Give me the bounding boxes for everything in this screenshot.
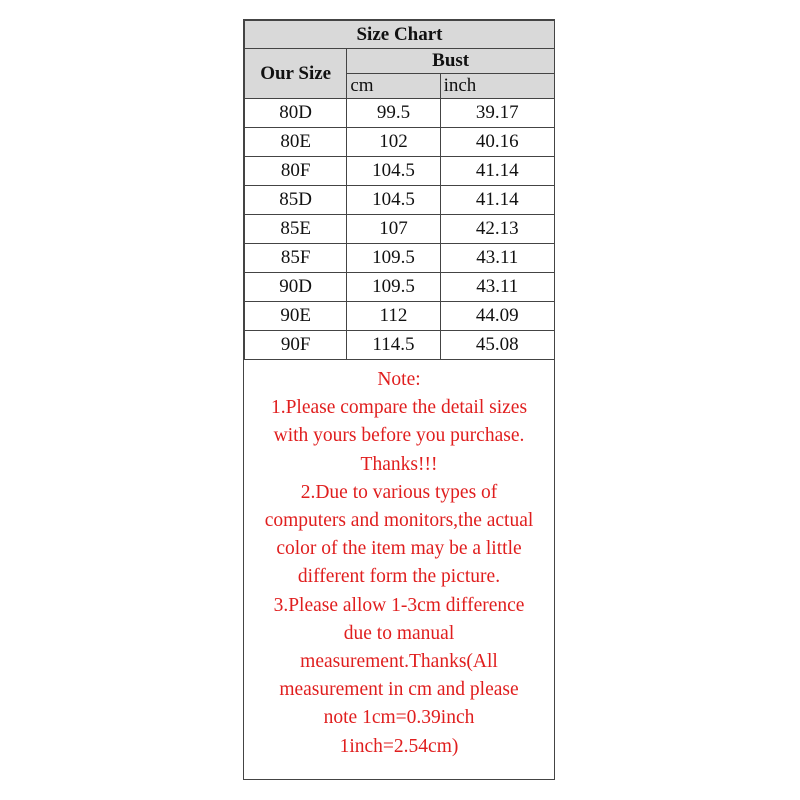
inch-cell: 41.14: [440, 157, 554, 186]
table-row: [245, 186, 555, 215]
cm-cell: 104.5: [347, 186, 440, 215]
cm-cell: 107: [347, 215, 440, 244]
note-line: Thanks!!!: [360, 453, 438, 475]
size-table: [244, 20, 555, 360]
size-cell: 90D: [245, 273, 347, 302]
inch-cell: 43.11: [440, 244, 554, 273]
size-cell: 80E: [245, 128, 347, 157]
note-line: Note:: [377, 369, 421, 390]
chart-title: Size Chart: [245, 21, 555, 49]
size-cell: 80F: [245, 157, 347, 186]
note-line: note 1cm=0.39inch: [323, 707, 475, 729]
inch-cell: 42.13: [440, 215, 554, 244]
note-line: 3.Please allow 1-3cm difference: [273, 594, 525, 616]
inch-cell: 39.17: [440, 99, 554, 128]
inch-cell: 41.14: [440, 186, 554, 215]
bust-header: Bust: [347, 49, 555, 74]
table-row: [245, 331, 555, 360]
cm-cell: 102: [347, 128, 440, 157]
note-line: due to manual: [343, 622, 455, 644]
table-row: [245, 99, 555, 128]
note-line: with yours before you purchase.: [273, 425, 525, 447]
cm-cell: 109.5: [347, 244, 440, 273]
size-chart: [243, 19, 555, 780]
table-row: [245, 273, 555, 302]
unit-cm-header: cm: [347, 74, 440, 99]
size-cell: 90E: [245, 302, 347, 331]
size-cell: 85D: [245, 186, 347, 215]
cm-cell: 104.5: [347, 157, 440, 186]
size-cell: 85F: [245, 244, 347, 273]
size-cell: 80D: [245, 99, 347, 128]
table-row: [245, 244, 555, 273]
note-line: measurement.Thanks(All: [300, 651, 498, 673]
note-line: color of the item may be a little: [276, 538, 522, 560]
inch-cell: 43.11: [440, 273, 554, 302]
note-text: [244, 366, 554, 761]
inch-cell: 45.08: [440, 331, 554, 360]
table-row: [245, 157, 555, 186]
inch-cell: 44.09: [440, 302, 554, 331]
size-cell: 90F: [245, 331, 347, 360]
note-line: computers and monitors,the actual: [264, 510, 534, 532]
note-line: different form the picture.: [297, 566, 501, 588]
cm-cell: 109.5: [347, 273, 440, 302]
note-line: 2.Due to various types of: [300, 481, 498, 503]
cm-cell: 114.5: [347, 331, 440, 360]
note-line: 1.Please compare the detail sizes: [270, 397, 528, 419]
cm-cell: 112: [347, 302, 440, 331]
size-cell: 85E: [245, 215, 347, 244]
size-rows: [245, 99, 555, 360]
note-line: 1inch=2.54cm): [339, 735, 459, 757]
cm-cell: 99.5: [347, 99, 440, 128]
table-row: [245, 302, 555, 331]
table-row: [245, 128, 555, 157]
our-size-header: Our Size: [245, 49, 347, 99]
table-row: [245, 215, 555, 244]
unit-inch-header: inch: [440, 74, 554, 99]
note-line: measurement in cm and please: [279, 679, 519, 701]
inch-cell: 40.16: [440, 128, 554, 157]
